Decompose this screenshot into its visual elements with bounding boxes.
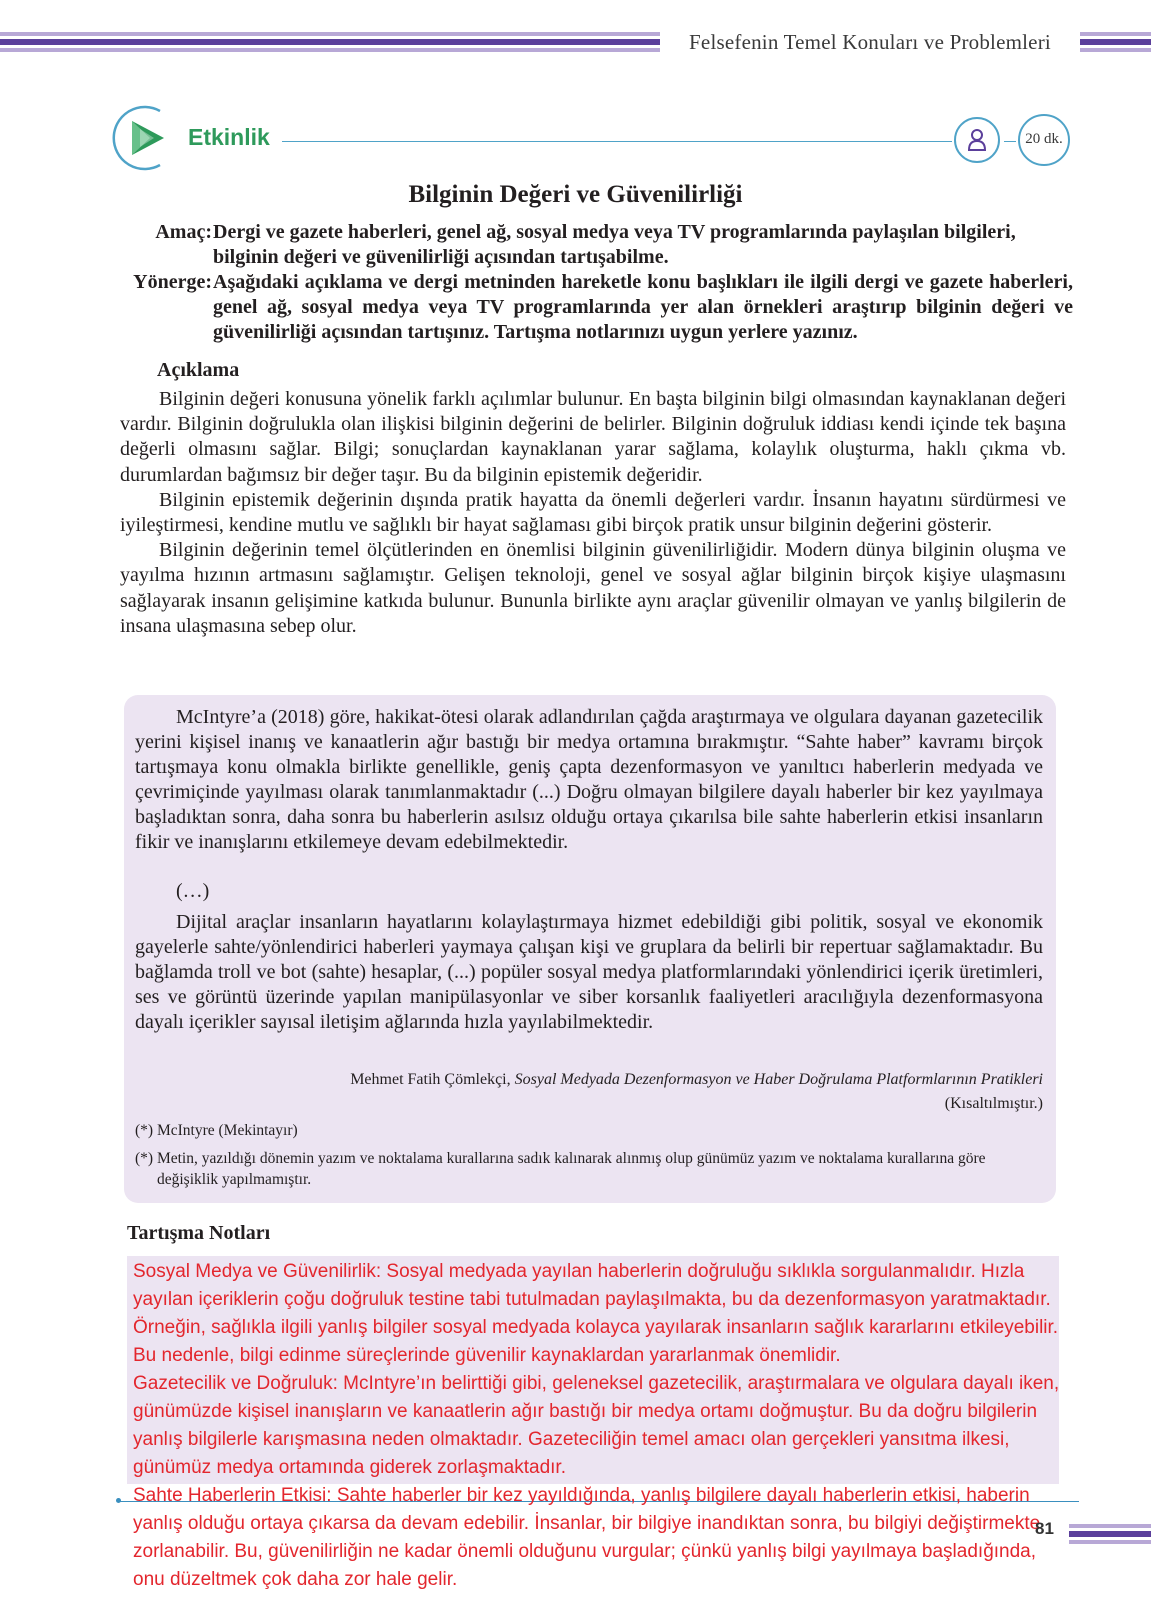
note-line: yayılan içeriklerin çoğu doğruluk testine tabi tutulmadan paylaşılmakta, bu da dezenformasyon yaratmaktadır. [133,1289,1051,1310]
explanation-paragraph: Bilginin değerinin temel ölçütlerinden en önemlisi bilginin güvenilirliğidir. Modern dünya bilginin oluşma ve yayılma hızının artmasını sağlamıştır. Gelişen teknoloji, genel ve sosyal ağlar bilginin birçok kişiye ulaşmasını sağlayarak insanın gelişimine katkıda bulunur. Bununla birlikte aynı araçlar güvenilir olmayan ve yanlış bilgilerin de insana ulaşmasına sebep olur. [120,539,1066,637]
page-title: Bilginin Değeri ve Güvenilirliği [408,181,743,208]
header-stripes-right [1080,32,1151,54]
writing-line-dot [116,1498,121,1503]
note-line: yanlış olduğu ortaya çıkarsa da devam edebilir. İnsanlar, bir bilgiye inandıktan sonra, bu bilgiyi değiştirmekte [133,1513,1041,1534]
note-line: zorlanabilir. Bu, güvenilirliğin ne kadar önemli olduğunu vurgular; çünkü yanlış bilgi yayılmaya başladığında, [133,1541,1037,1562]
duration-badge: 20 dk. [1018,114,1070,166]
note-line: Örneğin, sağlıkla ilgili yanlış bilgiler sosyal medyada kolayca yayılarak insanların sağlık kararlarını etkileyebilir. [133,1317,1059,1338]
person-icon [967,128,987,152]
note-line: Sosyal Medya ve Güvenilirlik: Sosyal medyada yayılan haberlerin doğruluğu sıklıkla sorgulanmalıdır. Hızla [133,1261,1025,1282]
source-abridged: (Kısaltılmıştır.) [944,1095,1043,1112]
discussion-heading: Tartışma Notları [127,1222,271,1244]
reading-text-2 [135,910,1043,1035]
page-number: 81 [1035,1519,1054,1538]
note-line: Gazetecilik ve Doğruluk: McIntyre’ın belirttiği gibi, geleneksel gazetecilik, araştırmalara ve olgulara dayalı iken, [133,1373,1060,1394]
reading-source [135,1068,1043,1116]
objective-text: Dergi ve gazete haberleri, genel ağ, sosyal medya veya TV programlarında paylaşılan bilgileri, bilginin değeri ve güvenilirliği açısından tartışabilme. [213,221,1016,268]
reading-ellipsis: (…) [176,880,210,902]
footer-stripes [1069,1524,1151,1546]
note-line: günümüzde kişisel inanışların ve kanaatlerin ağır bastığı bir medya ortamı doğmuştur. Bu da doğru bilgilerin [133,1401,1038,1422]
explanation-paragraph: Bilginin epistemik değerinin dışında pratik hayatta da önemli değerleri vardır. İnsanın hayatını sürdürmesi ve iyileştirmesi, kendine mutlu ve sağlıklı bir hayat sağlaması gibi birçok pratik unsur bilginin değerini gösterir. [120,488,1066,537]
note-line: onu düzeltmek çok daha zor hale gelir. [133,1569,458,1590]
note-line: Sahte Haberlerin Etkisi: Sahte haberler bir kez yayıldığında, yanlış bilgilere dayalı haberlerin etkisi, haberin [133,1485,1030,1506]
explanation-body [120,387,1066,639]
activity-label: Etkinlik [188,124,270,150]
instruction-text: Aşağıdaki açıklama ve dergi metninden hareketle konu başlıkları ile ilgili dergi ve gazete haberleri, genel ağ, sosyal medya veya TV programlarında yer alan örnekleri araştırıp bilginin değeri ve güvenilirliği açısından tartışınız. Tartışma notlarınızı uygun yerlere yazınız. [213,271,1073,343]
note-line: yanlış bilgilerle karışmasına neden olmaktadır. Gazeteciliğin temel amacı olan gerçekleri yansıtma ilkesi, [133,1429,1010,1450]
instruction-label: Yönerge: [133,271,212,293]
note-line: günümüz medya ortamında giderek zorlaşmaktadır. [133,1457,566,1478]
source-author: Mehmet Fatih Çömlekçi, [350,1071,511,1088]
play-logo-icon [110,103,180,173]
source-title: Sosyal Medyada Dezenformasyon ve Haber Doğrulama Platformlarının Pratikleri [514,1071,1043,1088]
activity-divider [282,141,952,142]
header-title: Felsefenin Temel Konuları ve Problemleri [689,30,1051,54]
explanation-heading: Açıklama [157,359,240,381]
note-line: Bu nedenle, bilgi edinme süreçlerinde güvenilir kaynaklardan yararlanmak önemlidir. [133,1345,841,1366]
person-badge [954,117,1000,163]
reading-text-1 [135,705,1043,855]
badge-connector [1004,141,1016,142]
discussion-notes[interactable] [133,1258,1148,1594]
reading-paragraph: McIntyre’a (2018) göre, hakikat-ötesi olarak adlandırılan çağda araştırmaya ve olgulara dayanan gazetecilik yerini kişisel inanış ve kanaatlerin ağır bastığı bir medya ortamına bırakmıştır. “Sahte haber” kavramı birçok tartışmaya konu olmakla birlikte genellikle, geniş çapta dezenformasyon ve yanıltıcı haberlerin medyada ve çevrimiçinde yayılması olarak tanımlanmaktadır (...) Doğru olmayan bilgilere dayalı haberler bir kez yayılmaya başladıktan sonra, daha sonra bu haberlerin asılsız olduğu ortaya çıkarılsa bile sahte haberlerin etkisi insanların fikir ve inanışlarını etkilemeye devam edebilmektedir. [135,706,1043,853]
explanation-paragraph: Bilginin değeri konusuna yönelik farklı açılımlar bulunur. En başta bilginin bilgi olmasından kaynaklanan değeri vardır. Bilginin doğrulukla olan ilişkisi bilginin değerini de belirler. Bilginin doğruluk iddiası kendi içinde tek başına değerli olmasını sağlar. Bilgi; sonuçlardan kaynaklanan yarar sağlama, kolaylık oluşturma, haklı çıkma vb. durumlardan bağımsız bir değer taşır. Bu da bilginin epistemik değeridir. [120,388,1066,486]
reading-paragraph: Dijital araçlar insanların hayatlarını kolaylaştırmaya hizmet edebildiği gibi politik, sosyal ve ekonomik gayelerle sahte/yönlendirici haberleri yaymaya çalışan kişi ve gruplara da belirli bir repertuar sağlamaktadır. Bu bağlamda troll ve bot (sahte) hesaplar, (...) popüler sosyal medya platformlarındaki yönlendirici içerik üretimleri, ses ve görüntü üzerinde yapılan manipülasyonlar ve siber korsanlık faaliyetleri aracılığıyla dezenformasyona dayalı içerikler sayısal iletişim ağlarında hızla yayılabilmektedir. [135,911,1043,1033]
footnote-pronunciation: (*) McIntyre (Mekintayır) [135,1122,298,1139]
footnote-spelling: (*) Metin, yazıldığı dönemin yazım ve noktalama kurallarına sadık kalınarak alınmış olup günümüz yazım ve noktalama kurallarına göre değişiklik yapılmamıştır. [135,1150,986,1188]
header-stripes-left [0,32,660,54]
objective-label: Amaç: [155,221,212,243]
